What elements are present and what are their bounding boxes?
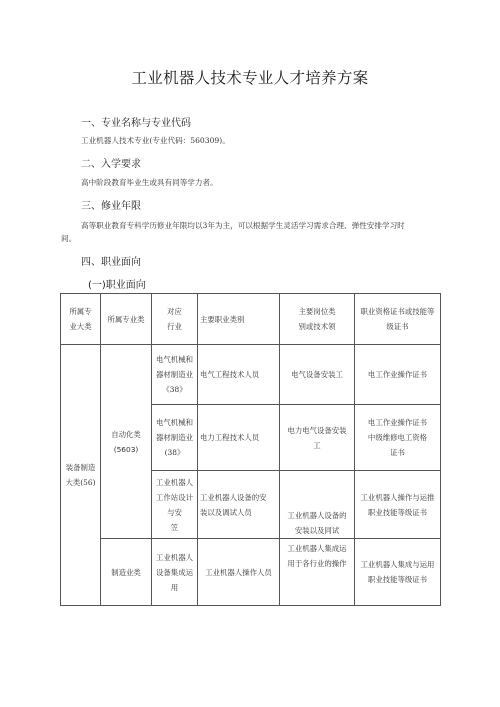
header-post: 主要岗位类 别或技术领 [280,294,355,345]
cell-major-group: 自动化类 (5603) [101,345,152,539]
section-2-text: 高中阶段教育毕业生或具有同等学力者。 [81,178,218,187]
cell-industry: 电气机械和 器材制造业 (38》 [152,405,198,471]
header-industry: 对应 行业 [152,294,198,345]
cell-post: 工业机器人设备的 安装以及同试 [280,471,355,539]
table-row [61,539,441,606]
cell-cert: 电工作业操作证书 中级维修电工资格 证书 [355,405,441,471]
cell-cert: 工业机器人集成与运用 职业技能等级证书 [355,539,441,606]
cell-post: 电气设备安装工 [280,345,355,405]
cell-cert: 电工作业操作证书 [355,345,441,405]
cell-cert: 工业机器人操作与运推 职业技能等级证书 [355,471,441,539]
cell-post: 工业机器人集成运 用于各行业的操作 [280,539,355,606]
cell-industry: 工业机器人 工作站设计 与安 笠 [152,471,198,539]
section-3-heading: 三、修业年限 [81,201,141,212]
header-category: 所属专 业大类 [61,294,101,345]
cell-category: 装备制造 大类(56) [61,345,101,606]
cell-post: 电力电气设备安装 工 [280,405,355,471]
header-occupation: 主要职业类别 [198,294,280,345]
section-3-text-line2: 间。 [61,234,77,243]
cell-industry: 工业机器人 设备集成运 用 [152,539,198,606]
table-header-row [61,294,441,345]
cell-occupation: 工业机器人设备的安 装以及调试人员 [198,471,280,539]
cell-occupation: 工业机器人操作人员 [198,539,280,606]
career-table [60,293,441,606]
cell-industry: 电气机械和 器材制造业 《38》 [152,345,198,405]
header-major: 所属专业类 [101,294,152,345]
section-1-heading: 一、专业名称与专业代码 [81,118,191,129]
section-4-heading: 四、职业面向 [81,257,141,268]
section-1-text: 工业机器人技术专业(专业代码：560309)。 [81,136,230,145]
section-3-text-line1: 高等职业教育专科学历修业年限均以3年为主，可以根据学生灵活学习需求合理、弹性安排学习时 [81,221,405,230]
document-title: 工业机器人技术专业人才培养方案 [131,69,369,87]
cell-major-group: 制造业类 [101,539,152,606]
section-2-heading: 二、入学要求 [81,159,141,170]
cell-occupation: 电气工程技术人员 [198,345,280,405]
table-row [61,345,441,405]
cell-occupation: 电力工程技术人员 [198,405,280,471]
header-cert: 职业资格证书或技能等 级证书 [355,294,441,345]
subsection-heading: (一)职业面向 [88,280,146,291]
